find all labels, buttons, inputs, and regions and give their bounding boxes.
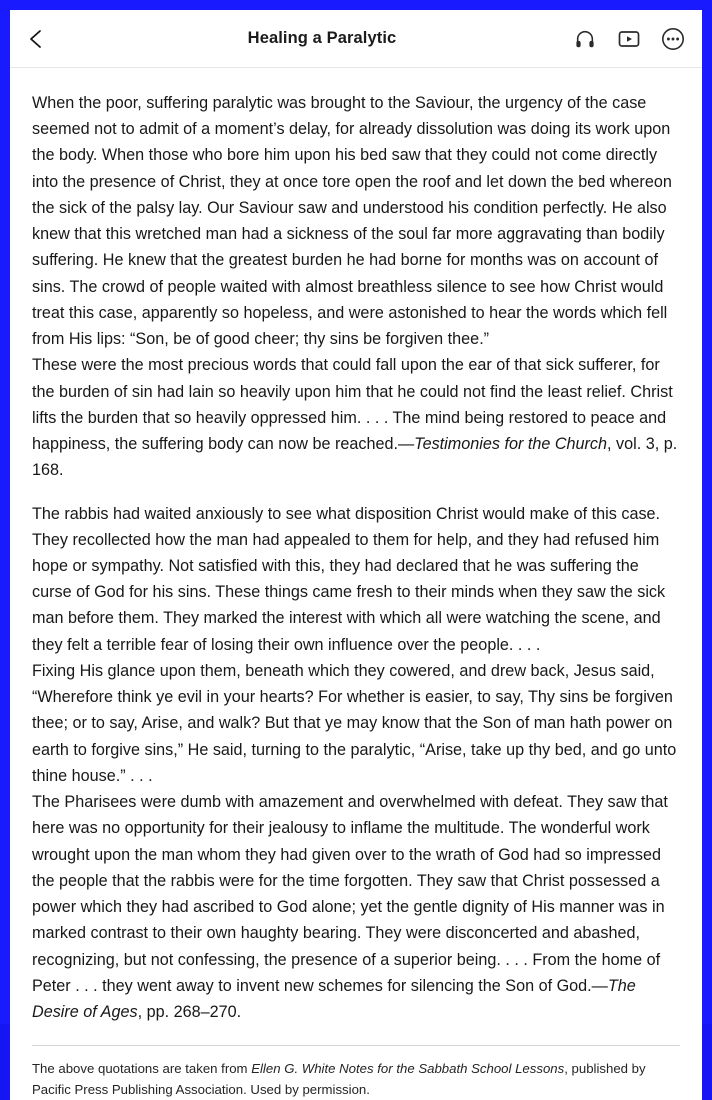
page-title: Healing a Paralytic <box>247 29 397 47</box>
more-options-icon[interactable] <box>660 26 686 52</box>
back-button[interactable] <box>20 22 54 56</box>
app-header <box>10 10 702 68</box>
arrow-left-icon <box>26 28 48 50</box>
headphones-icon[interactable] <box>572 26 598 52</box>
article-content[interactable] <box>10 68 702 1100</box>
paragraph: The Pharisees were dumb with amazement and overwhelmed with defeat. They saw that here was no opportunity for their jealousy to inflame the multitude. The wonderful work wrought upon the man whom they had given over to the wrath of God had so impressed the people that the rabbis were for the time forgotten. They saw that Christ possessed a power which they had ascribed to God alone; yet the gentle dignity of His manner was in marked contrast to their own haughty bearing. They were disconcerted and abashed, recognizing, but not confessing, the presence of a superior being. . . . From the home of Peter . . . they went away to invent new schemes for silencing the Son of God.—The Desire of Ages, pp. 268–270. <box>32 793 668 1021</box>
source-footnote: The above quotations are taken from Ellen G. White Notes for the Sabbath School Lessons, published by Pacific Press Publishing Association. Used by permission. <box>32 1045 680 1100</box>
paragraph: Fixing His glance upon them, beneath which they cowered, and drew back, Jesus said, “Wherefore think ye evil in your hearts? For whether is easier, to say, Thy sins be forgiven thee; or to say, Arise, and walk? But that ye may know that the Son of man hath power on earth to forgive sins,” He said, turning to the paralytic, “Arise, take up thy bed, and go unto thine house.” . . . <box>32 661 677 785</box>
paragraph-spacer <box>32 484 680 501</box>
reader-app <box>10 10 702 1097</box>
paragraph: When the poor, suffering paralytic was brought to the Saviour, the urgency of the case seemed not to admit of a moment’s delay, for already dissolution was doing its work upon the body. When those who bore him upon his bed saw that they could not come directly into the presence of Christ, they at once tore open the roof and let down the bed whereon the sick of the palsy lay. Our Saviour saw and understood his condition perfectly. He also knew that this wretched man had a sickness of the soul far more aggravating than bodily suffering. He knew that the greatest burden he had borne for months was on account of sins. The crowd of people waited with almost breathless silence to see how Christ would treat this case, apparently so hopeless, and were astonished to hear the words which fell from His lips: “Son, be of good cheer; thy sins be forgiven thee.” <box>32 94 672 349</box>
paragraph: The rabbis had waited anxiously to see what disposition Christ would make of this case. They recollected how the man had appealed to them for help, and they had refused him hope or sympathy. Not satisfied with this, they had declared that he was suffering the curse of God for his sins. These things came fresh to their minds when they saw the sick man before them. They marked the interest with which all were watching the scene, and they felt a terrible fear of losing their own influence over the people. . . . <box>32 504 666 654</box>
paragraph: These were the most precious words that could fall upon the ear of that sick sufferer, for the burden of sin had lain so heavily upon him that he could not find the least relief. Christ lifts the burden that so heavily oppressed him. . . . The mind being restored to peace and happiness, the suffering body can now be reached.—Testimonies for the Church, vol. 3, p. 168. <box>32 356 678 480</box>
header-actions <box>572 26 688 52</box>
video-player-icon[interactable] <box>616 26 642 52</box>
